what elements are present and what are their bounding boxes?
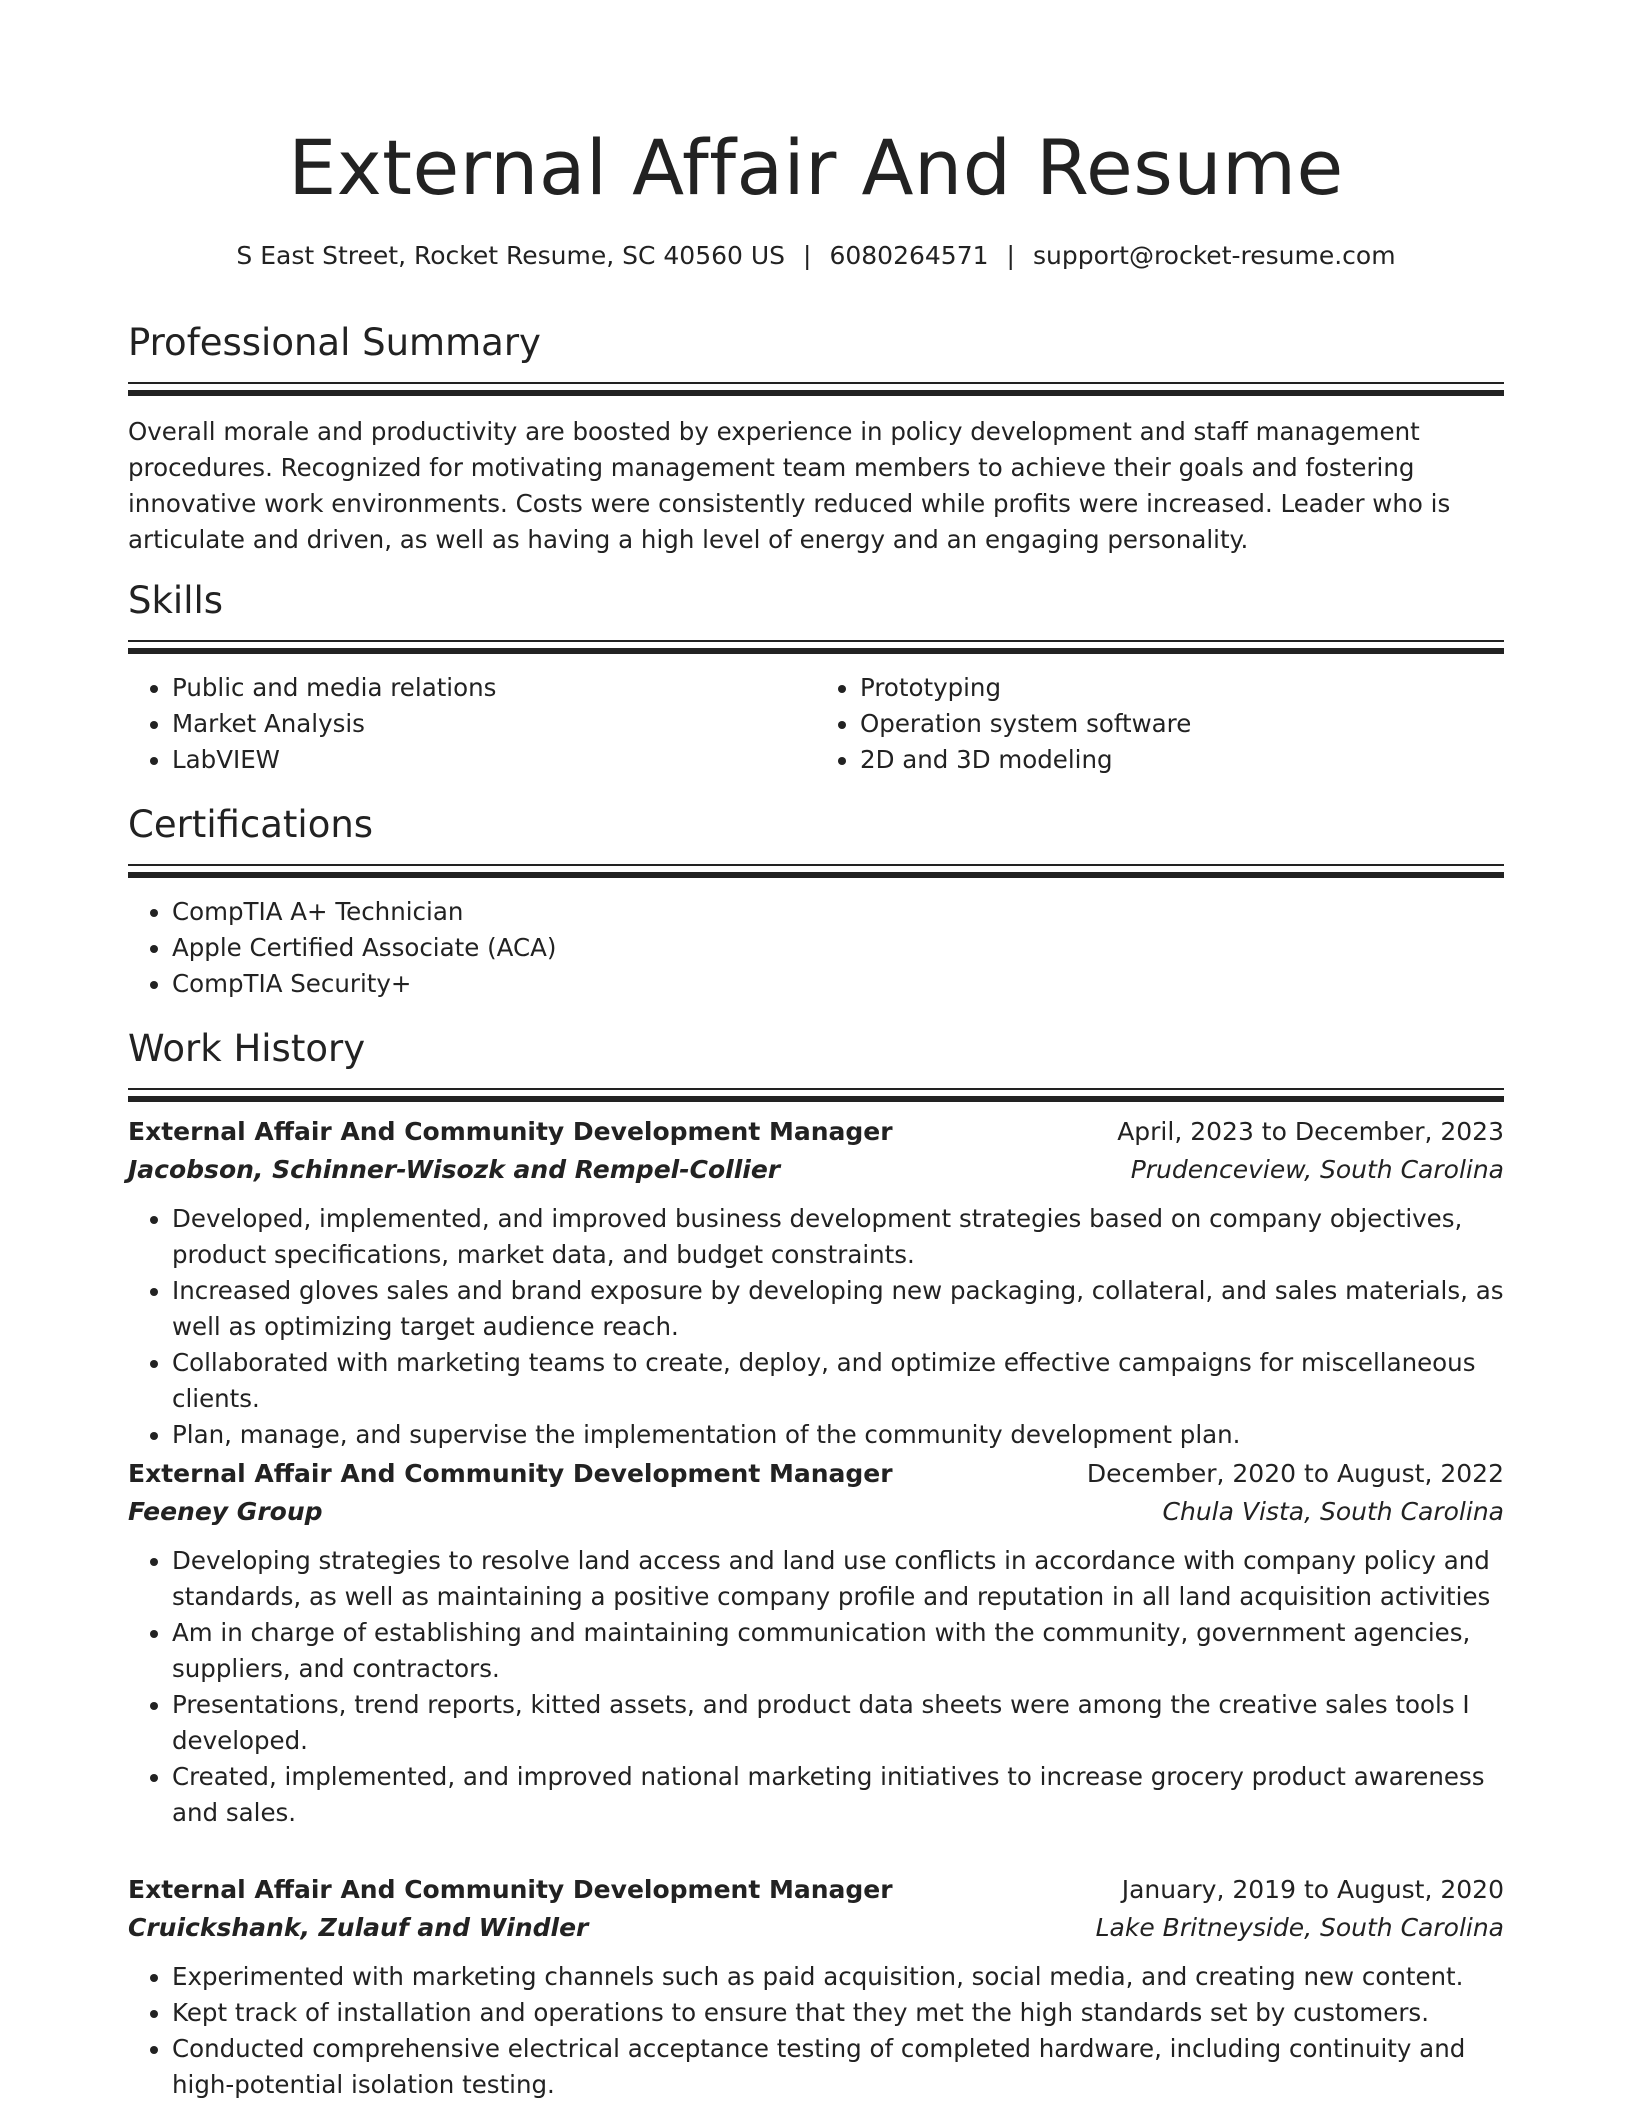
certification-item: • Apple Certified Associate (ACA) [172,930,1504,966]
certification-item: • CompTIA Security+ [172,966,1504,1002]
skill-item: • 2D and 3D modeling [860,742,1504,778]
skills-section [128,576,1504,778]
contact-address: S East Street, Rocket Resume, SC 40560 US [236,241,786,270]
job-location: Prudenceview, South Carolina [1130,1155,1504,1184]
job-dates: April, 2023 to December, 2023 [1117,1117,1504,1146]
contact-line [128,238,1504,274]
section-rule [128,640,1504,654]
section-rule [128,864,1504,878]
skill-item: • LabVIEW [172,742,816,778]
certifications-list [128,894,1504,1002]
skill-item: • Operation system software [860,706,1504,742]
job-bullet: • Kept track of installation and operations to ensure that they met the high standards set by customers. [172,1995,1504,2031]
job-bullets [128,1543,1504,1831]
skills-columns [128,670,1504,778]
job-location: Chula Vista, South Carolina [1162,1497,1504,1526]
resume-name: External Affair And Resume [288,123,1344,212]
certifications-heading: Certifications [128,803,374,846]
job-title: External Affair And Community Development Manager [128,1875,893,1904]
job-bullets [128,1201,1504,1453]
contact-email[interactable]: support@rocket-resume.com [1032,241,1396,270]
job-header-row [128,1871,1504,1909]
job-bullet: • Conducted comprehensive electrical acceptance testing of completed hardware, including continuity and high-potential isolation testing. [172,2031,1504,2103]
summary-heading: Professional Summary [128,321,541,364]
job-title: External Affair And Community Development Manager [128,1117,893,1146]
job-entry [128,1455,1504,1831]
job-dates: December, 2020 to August, 2022 [1086,1459,1504,1488]
summary-text: Overall morale and productivity are boosted by experience in policy development and staff management procedures. Recognized for motivating management team members to achieve their goals and fostering innovative work environments. Costs were consistently reduced while profits were increased. Leader who is articulate and driven, as well as having a high level of energy and an engaging personality. [128,417,1451,554]
job-bullet: • Created, implemented, and improved national marketing initiatives to increase grocery product awareness and sales. [172,1759,1504,1831]
job-bullet: • Am in charge of establishing and maintaining communication with the community, government agencies, suppliers, and contractors. [172,1615,1504,1687]
skills-heading: Skills [128,579,224,622]
job-bullet: • Presentations, trend reports, kitted assets, and product data sheets were among the creative sales tools I developed. [172,1687,1504,1759]
job-entry [128,1113,1504,1453]
job-company: Jacobson, Schinner-Wisozk and Rempel-Collier [128,1155,781,1184]
contact-phone: 6080264571 [829,241,989,270]
job-bullets [128,1959,1504,2103]
skills-list-left [128,670,816,778]
job-bullet: • Developing strategies to resolve land access and land use conflicts in accordance with company policy and standards, as well as maintaining a positive company profile and reputation in all land acquisition activities [172,1543,1504,1615]
contact-separator: | [1006,241,1015,270]
job-header-row [128,1455,1504,1493]
summary-section [128,318,1504,558]
job-bullet: • Increased gloves sales and brand exposure by developing new packaging, collateral, and sales materials, as well as optimizing target audience reach. [172,1273,1504,1345]
job-bullet: • Collaborated with marketing teams to create, deploy, and optimize effective campaigns for miscellaneous clients. [172,1345,1504,1417]
section-rule [128,1088,1504,1102]
job-header-row [128,1113,1504,1151]
job-dates: January, 2019 to August, 2020 [1121,1875,1504,1904]
work-history-section [128,1024,1504,1102]
job-bullet: • Experimented with marketing channels such as paid acquisition, social media, and creating new content. [172,1959,1504,1995]
skill-item: • Market Analysis [172,706,816,742]
job-company-row [128,1909,1504,1947]
job-company: Cruickshank, Zulauf and Windler [128,1913,589,1942]
job-title: External Affair And Community Development Manager [128,1459,893,1488]
work-history-heading: Work History [128,1027,366,1070]
job-entry [128,1871,1504,2103]
job-location: Lake Britneyside, South Carolina [1095,1913,1504,1942]
job-company-row [128,1151,1504,1189]
contact-separator: | [803,241,812,270]
job-company: Feeney Group [128,1497,323,1526]
skill-item: • Public and media relations [172,670,816,706]
skill-item: • Prototyping [860,670,1504,706]
certifications-section [128,800,1504,1002]
job-company-row [128,1493,1504,1531]
skills-list-right [816,670,1504,778]
section-rule [128,382,1504,396]
certification-item: • CompTIA A+ Technician [172,894,1504,930]
job-bullet: • Developed, implemented, and improved business development strategies based on company objectives, product specifications, market data, and budget constraints. [172,1201,1504,1273]
job-bullet: • Plan, manage, and supervise the implementation of the community development plan. [172,1417,1504,1453]
